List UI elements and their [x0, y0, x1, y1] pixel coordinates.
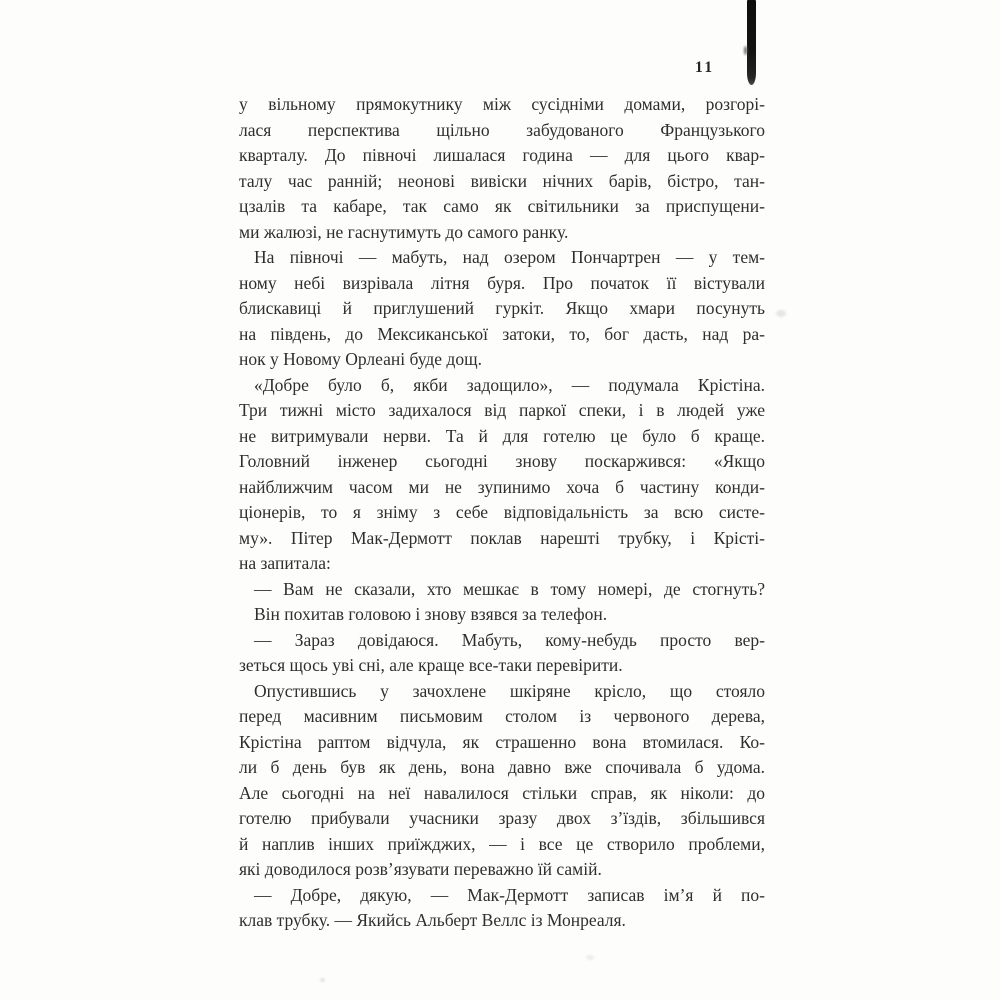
- paragraph: [239, 245, 765, 373]
- page-text: [239, 92, 765, 934]
- text-line: талу час ранній; неонові вивіски нічних барів, бістро, тан-: [239, 170, 765, 191]
- text-line: у вільному прямокутнику між сусідніми домами, розгорі-: [239, 94, 765, 114]
- text-line: — Зараз довідаюся. Мабуть, кому-небудь просто вер-: [254, 629, 765, 650]
- text-line: Опустившись у зачохлене шкіряне крісло, що стояло: [254, 680, 765, 701]
- paragraph: [239, 577, 765, 603]
- paragraph: [239, 602, 765, 628]
- paragraph: [239, 883, 765, 934]
- text-line: На півночі — мабуть, над озером Пончартрен — у тем-: [254, 247, 765, 267]
- text-line: й наплив інших приїжджих, — і все це створило проблеми,: [239, 833, 765, 854]
- text-line: зеться щось уві сні, але краще все-таки перевірити.: [239, 655, 623, 675]
- text-line: цзалів та кабаре, так само як світильники за приспущени-: [239, 196, 765, 216]
- paragraph: [239, 679, 765, 883]
- text-line: — Вам не сказали, хто мешкає в тому номері, де стогнуть?: [254, 578, 765, 599]
- text-line: Крістіна раптом відчула, як страшенно вона втомилася. Ко-: [239, 731, 765, 752]
- text-line: «Добре було б, якби задощило», — подумала Крістіна.: [254, 374, 765, 395]
- text-line: ми жалюзі, не гаснутимуть до самого ранку.: [239, 221, 569, 242]
- text-line: на запитала:: [239, 553, 331, 573]
- scan-speck: [776, 310, 786, 317]
- text-line: готелю прибували учасники зразу двох з’їздів, збільшився: [239, 808, 765, 828]
- text-line: найближчим часом ми не зупинимо хоча б частину конди-: [239, 476, 765, 497]
- text-line: ному небі визрівала літня буря. Про початок її вістували: [239, 272, 765, 293]
- text-line: не витримували нерви. Та й для готелю це було б краще.: [239, 425, 765, 446]
- paragraph: [239, 373, 765, 577]
- text-line: лася перспектива щільно забудованого Французького: [239, 119, 765, 140]
- text-line: клав трубку. — Якийсь Альберт Веллс із Монреаля.: [239, 910, 626, 930]
- scan-speck: [586, 955, 594, 960]
- text-line: нок у Новому Орлеані буде дощ.: [239, 349, 482, 369]
- scan-ink-mark: [747, 0, 756, 85]
- page-number: 11: [695, 59, 715, 76]
- text-line: перед масивним письмовим столом із червоного дерева,: [239, 706, 765, 726]
- text-line: Але сьогодні на неї навалилося стільки справ, як ніколи: до: [239, 782, 765, 803]
- text-line: Головний інженер сьогодні знову поскаржився: «Якщо: [239, 451, 765, 471]
- text-line: му». Пітер Мак-Дермотт поклав нарешті трубку, і Крісті-: [239, 527, 765, 548]
- text-line: кварталу. До півночі лишалася година — для цього квар-: [239, 145, 765, 165]
- text-line: Три тижні місто задихалося від паркої спеки, і в людей уже: [239, 400, 765, 420]
- paragraph: [239, 92, 765, 245]
- text-line: ціонерів, то я зніму з себе відповідальність за всю систе-: [239, 502, 765, 522]
- text-line: Він похитав головою і знову взявся за телефон.: [254, 604, 608, 624]
- scan-speck: [320, 978, 325, 982]
- text-line: які доводилося розв’язувати переважно їй самій.: [239, 859, 602, 879]
- text-line: ли б день був як день, вона давно вже спочивала б удома.: [239, 757, 765, 777]
- text-line: блискавиці й приглушений гуркіт. Якщо хмари посунуть: [239, 298, 765, 318]
- paragraph: [239, 628, 765, 679]
- text-line: — Добре, дякую, — Мак-Дермотт записав ім’я й по-: [254, 884, 765, 905]
- text-line: на південь, до Мексиканської затоки, то, бог дасть, над ра-: [239, 323, 765, 344]
